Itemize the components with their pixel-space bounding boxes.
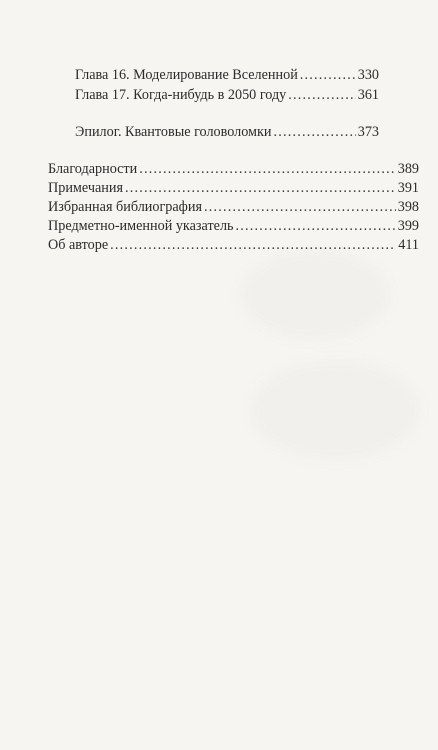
dot-leader	[274, 123, 356, 141]
toc-entry-notes	[48, 179, 419, 197]
toc-entry-page: 330	[357, 67, 379, 83]
toc-entry-about-author	[48, 236, 419, 254]
toc-entry-title: Избранная библиография	[48, 199, 202, 215]
dot-leader	[300, 66, 356, 84]
bleed-through-shadow	[250, 360, 420, 460]
toc-entry-title: Предметно-именной указатель	[48, 218, 234, 234]
toc-entry-bibliography	[48, 198, 419, 216]
toc-entry-title: Примечания	[48, 180, 123, 196]
toc-entry-page: 373	[357, 124, 379, 140]
bleed-through-shadow	[240, 250, 390, 340]
toc-entry-title: Глава 17. Когда-нибудь в 2050 году	[75, 87, 287, 103]
toc-entry-page: 389	[397, 161, 419, 177]
toc-entry-page: 361	[357, 87, 379, 103]
toc-entry-acknowledgements	[48, 160, 419, 178]
dot-leader	[204, 198, 396, 216]
toc-entry-page: 391	[397, 180, 419, 196]
toc-entry-title: Глава 16. Моделирование Вселенной	[75, 67, 298, 83]
toc-entry-chapter-17	[75, 86, 379, 104]
toc-entry-chapter-16	[75, 66, 379, 84]
toc-entry-page: 398	[397, 199, 419, 215]
dot-leader	[236, 217, 396, 235]
toc-entry-page: 399	[397, 218, 419, 234]
toc-entry-page: 411	[398, 237, 419, 253]
dot-leader	[139, 160, 395, 178]
toc-entry-epilogue	[75, 123, 379, 141]
toc-entry-title: Об авторе	[48, 237, 109, 253]
dot-leader	[110, 236, 396, 254]
toc-entry-title: Благодарности	[48, 161, 138, 177]
dot-leader	[125, 179, 396, 197]
toc-entry-index	[48, 217, 419, 235]
dot-leader	[288, 86, 355, 104]
toc-entry-title: Эпилог. Квантовые головоломки	[75, 124, 272, 140]
